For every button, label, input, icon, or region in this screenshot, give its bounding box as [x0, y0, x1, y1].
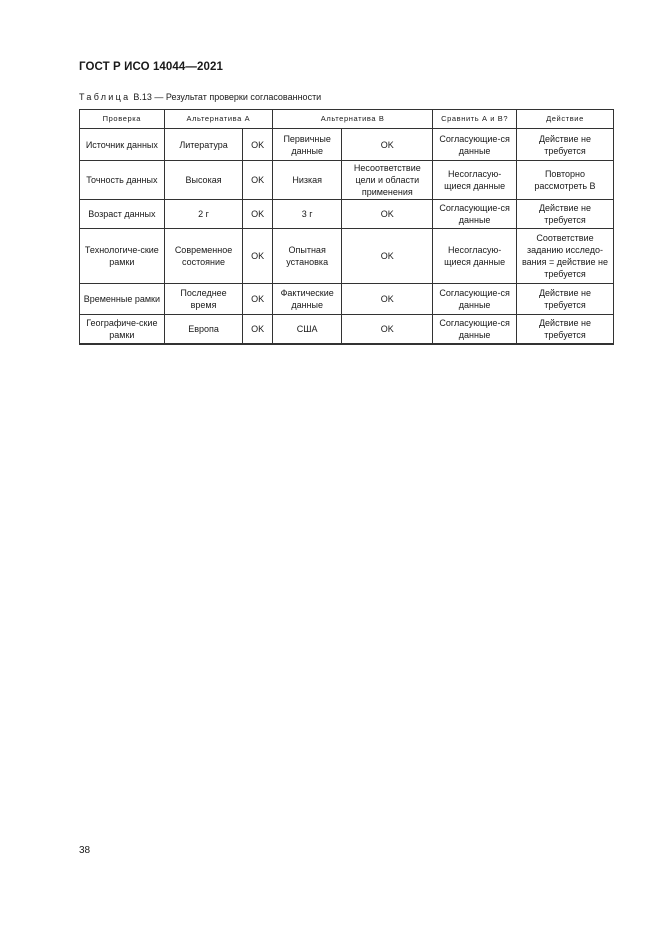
- cell-alt-b-status: OK: [342, 200, 433, 229]
- cell-alt-b-value: 3 г: [272, 200, 341, 229]
- header-alternative-a: Альтернатива А: [164, 110, 272, 129]
- cell-action: Действие не требуется: [516, 315, 613, 344]
- cell-alt-b-status: OK: [342, 315, 433, 344]
- cell-alt-a-value: Последнее время: [164, 284, 243, 315]
- header-check: Проверка: [80, 110, 165, 129]
- cell-action: Повторно рассмотреть В: [516, 161, 613, 200]
- header-alternative-b: Альтернатива В: [272, 110, 432, 129]
- cell-alt-b-value: Фактические данные: [272, 284, 341, 315]
- cell-compare: Несогласую-щиеся данные: [433, 229, 517, 284]
- table-row: [80, 161, 614, 200]
- cell-alt-b-value: США: [272, 315, 341, 344]
- cell-alt-b-status: Несоответствие цели и области применения: [342, 161, 433, 200]
- cell-alt-b-value: Низкая: [272, 161, 341, 200]
- table-caption-text: В.13 — Результат проверки согласованности: [133, 92, 322, 102]
- cell-action: Соответствие заданию исследо-вания = действие не требуется: [516, 229, 613, 284]
- cell-action: Действие не требуется: [516, 284, 613, 315]
- cell-alt-a-status: OK: [243, 284, 273, 315]
- table-row: [80, 200, 614, 229]
- cell-check: Точность данных: [80, 161, 165, 200]
- cell-alt-a-status: OK: [243, 200, 273, 229]
- cell-alt-a-value: Литература: [164, 129, 243, 161]
- cell-check: Источник данных: [80, 129, 165, 161]
- cell-compare: Согласующие-ся данные: [433, 315, 517, 344]
- cell-compare: Несогласую-щиеся данные: [433, 161, 517, 200]
- cell-compare: Согласующие-ся данные: [433, 200, 517, 229]
- table-caption: [79, 92, 321, 102]
- cell-alt-b-status: OK: [342, 129, 433, 161]
- cell-alt-b-value: Опытная установка: [272, 229, 341, 284]
- cell-action: Действие не требуется: [516, 200, 613, 229]
- cell-compare: Согласующие-ся данные: [433, 284, 517, 315]
- cell-check: Возраст данных: [80, 200, 165, 229]
- cell-compare: Согласующие-ся данные: [433, 129, 517, 161]
- page-number: 38: [79, 845, 91, 856]
- table-row: [80, 315, 614, 344]
- table-row: [80, 229, 614, 284]
- table-body: [80, 129, 614, 344]
- header-compare: Сравнить А и В?: [433, 110, 517, 129]
- cell-alt-a-status: OK: [243, 229, 273, 284]
- cell-check: Технологиче-ские рамки: [80, 229, 165, 284]
- cell-check: Временные рамки: [80, 284, 165, 315]
- cell-alt-a-status: OK: [243, 129, 273, 161]
- cell-alt-a-value: 2 г: [164, 200, 243, 229]
- header-action: Действие: [516, 110, 613, 129]
- cell-alt-b-status: OK: [342, 284, 433, 315]
- cell-alt-b-value: Первичные данные: [272, 129, 341, 161]
- cell-action: Действие не требуется: [516, 129, 613, 161]
- cell-alt-b-status: OK: [342, 229, 433, 284]
- cell-alt-a-status: OK: [243, 161, 273, 200]
- table-row: [80, 284, 614, 315]
- table-caption-label: Таблица: [79, 92, 131, 102]
- cell-alt-a-status: OK: [243, 315, 273, 344]
- cell-alt-a-value: Европа: [164, 315, 243, 344]
- document-header: ГОСТ Р ИСО 14044—2021: [79, 61, 224, 73]
- table-header-row: [80, 110, 614, 129]
- cell-alt-a-value: Высокая: [164, 161, 243, 200]
- consistency-check-table: [79, 109, 614, 345]
- cell-check: Географиче-ские рамки: [80, 315, 165, 344]
- cell-alt-a-value: Современное состояние: [164, 229, 243, 284]
- table-row: [80, 129, 614, 161]
